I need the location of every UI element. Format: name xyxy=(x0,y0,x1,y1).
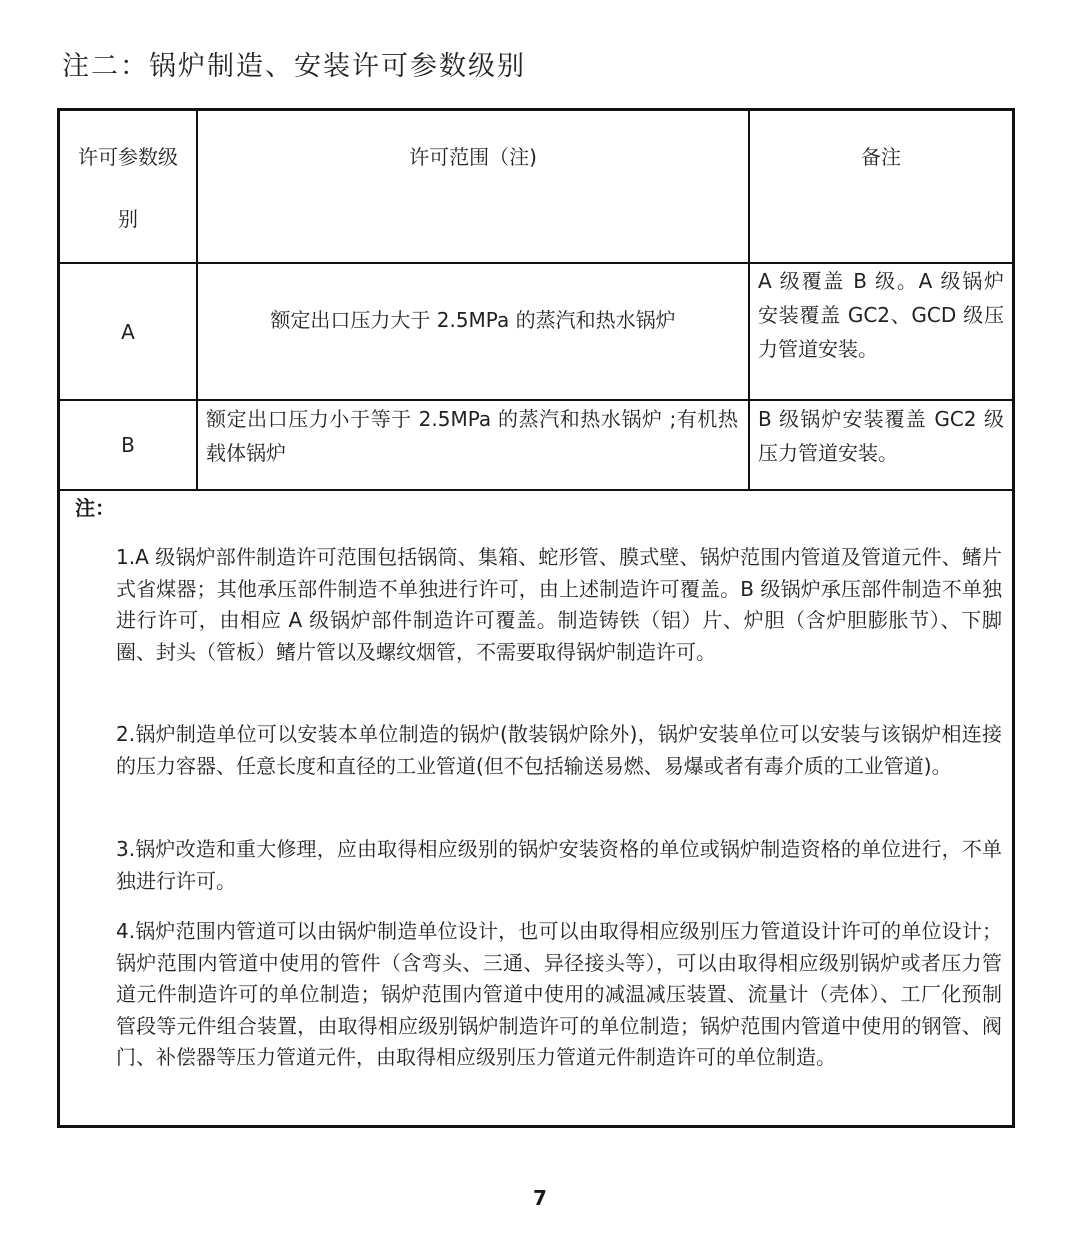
row-a-remarks: A 级覆盖 B 级。A 级锅炉安装覆盖 GC2、GCD 级压力管道安装。 xyxy=(758,269,1004,361)
page-number: 7 xyxy=(533,1186,547,1210)
notes-heading: 注： xyxy=(75,496,115,520)
page-title: 注二：锅炉制造、安装许可参数级别 xyxy=(62,51,526,82)
row-b-scope: 额定出口压力小于等于 2.5MPa 的蒸汽和热水锅炉 ;有机热载体锅炉 xyxy=(206,407,738,465)
header-level-line1: 许可参数级 xyxy=(78,145,178,169)
header-scope: 许可范围（注) xyxy=(409,145,537,169)
row-a-level: A xyxy=(121,319,135,344)
row-b-level: B xyxy=(121,433,135,457)
header-level-line2: 别 xyxy=(118,207,138,231)
row-b-remarks: B 级锅炉安装覆盖 GC2 级压力管道安装。 xyxy=(758,407,1004,465)
header-remarks: 备注 xyxy=(861,145,901,169)
row-a-scope: 额定出口压力大于 2.5MPa 的蒸汽和热水锅炉 xyxy=(270,308,676,332)
note-item-4: 4.锅炉范围内管道可以由锅炉制造单位设计，也可以由取得相应级别压力管道设计许可的单位设计；锅炉范围内管道中使用的管件（含弯头、三通、异径接头等），可以由取得相应级别锅炉或者压力管道元件制造许可的单位制造；锅炉范围内管道中使用的减温减压装置、流量计（壳体）、工厂化预制管段等元件组合装置，由取得相应级别锅炉制造许可的单位制造；锅炉范围内管道中使用的钢管、阀门、补偿器等压力管道元件，由取得相应级别压力管道元件制造许可的单位制造。 xyxy=(116,919,1002,1069)
note-item-1: 1.A 级锅炉部件制造许可范围包括锅筒、集箱、蛇形管、膜式壁、锅炉范围内管道及管道元件、鳍片式省煤器；其他承压部件制造不单独进行许可，由上述制造许可覆盖。B 级锅炉承压部件制造不单独进行许可，由相应 A 级锅炉部件制造许可覆盖。制造铸铁（铝）片、炉胆（含炉胆膨胀节）、下脚圈、封头（管板）鳍片管以及螺纹烟管，不需要取得锅炉制造许可。 xyxy=(116,545,1002,664)
note-item-2: 2.锅炉制造单位可以安装本单位制造的锅炉(散装锅炉除外)，锅炉安装单位可以安装与该锅炉相连接的压力容器、任意长度和直径的工业管道(但不包括输送易燃、易爆或者有毒介质的工业管道)。 xyxy=(116,722,1002,778)
note-item-3: 3.锅炉改造和重大修理，应由取得相应级别的锅炉安装资格的单位或锅炉制造资格的单位进行，不单独进行许可。 xyxy=(116,837,1002,893)
row-divider-b xyxy=(59,489,1013,491)
row-divider-a xyxy=(59,399,1013,401)
header-level xyxy=(60,110,196,262)
